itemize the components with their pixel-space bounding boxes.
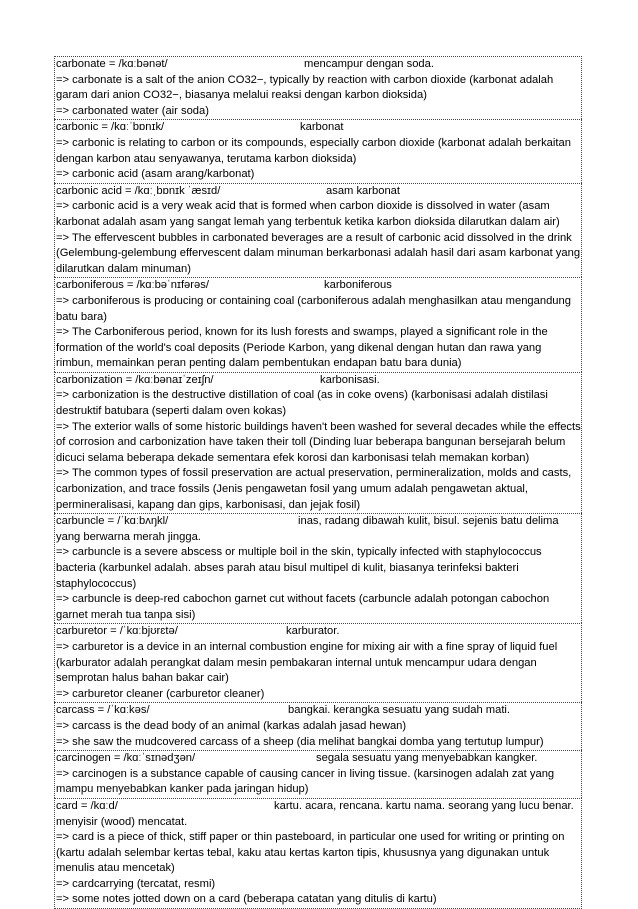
dictionary-entry xyxy=(54,750,582,798)
example-line: => carbonization is the destructive distillation of coal (as in coke ovens) (karbonisasi adalah distilasi destruktif batubara (seperti dalam oven kokas) xyxy=(56,389,548,418)
meaning: asam karbonat xyxy=(326,184,401,197)
headword: carboniferous = /kɑːbəˈnɪfərəs/ xyxy=(56,279,209,292)
headword: carcinogen = /kɑːˈsɪnədʒən/ xyxy=(56,752,196,765)
meaning: segala sesuatu yang menyebabkan kangker. xyxy=(316,752,538,765)
example-line: => The effervescent bubbles in carbonated beverages are a result of carbonic acid dissolved in the drink (Gelembung-gelembung effervescent dalam minuman berkarbonasi adalah hasil dari asam karbonat yang dilarutkan dalam minuman) xyxy=(56,231,581,275)
entry-header xyxy=(56,514,581,545)
meaning: kartu. acara, rencana. kartu nama. seorang yang lucu benar. menyisir (wood) mencatat. xyxy=(56,799,574,828)
entry-header xyxy=(56,751,581,767)
headword: carbonic acid = /kɑːˌbɒnɪk ˈæsɪd/ xyxy=(56,184,221,197)
example-line: => carbonated water (air soda) xyxy=(56,104,209,117)
example-line: => card is a piece of thick, stiff paper or thin pasteboard, in particular one used for writing or printing on (kartu adalah selembar kertas tebal, kaku atau kertas karton tipis, khususnya yang digunakan untuk menulis atau mencetak) xyxy=(56,831,565,875)
example-line: => The Carboniferous period, known for its lush forests and swamps, played a significant role in the formation of the world's coal deposits (Periode Karbon, yang dikenal dengan hutan dan rawa yang rimbun, memainkan peran penting dalam pembentukan endapan batu bara dunia) xyxy=(56,326,548,370)
example-line: => carbonic acid is a very weak acid that is formed when carbon dioxide is dissolved in water (asam karbonat adalah asam yang sangat lemah yang terbentuk ketika karbon dioksida dilarutkan dalam air) xyxy=(56,200,560,228)
dictionary-entry xyxy=(54,623,582,702)
dictionary-entry xyxy=(54,513,582,623)
headword: carbonization = /kɑːbənaɪˈzeɪʃn/ xyxy=(56,373,214,386)
dictionary-entry xyxy=(54,372,582,513)
dictionary-entry xyxy=(54,798,582,909)
entry-header xyxy=(56,120,581,136)
dictionary-entry xyxy=(54,183,582,278)
example-line: => carboniferous is producing or containing coal (carboniferous adalah menghasilkan atau mengandung batu bara) xyxy=(56,294,571,323)
example-line: => carbuncle is a severe abscess or multiple boil in the skin, typically infected with staphylococcus bacteria (karbunkel adalah. abses parah atau bisul multipel di kulit, biasanya terinfeksi bakteri staphylococcus) xyxy=(56,546,542,590)
headword: carcass = /ˈkɑːkəs/ xyxy=(56,704,150,717)
example-line: => carbonate is a salt of the anion CO32−, typically by reaction with carbon dioxide (karbonat adalah garam dari anion CO32−, biasanya melalui reaksi dengan karbon dioksida) xyxy=(56,73,554,102)
meaning: karbonat xyxy=(300,121,344,134)
example-line: => carbonic acid (asam arang/karbonat) xyxy=(56,168,255,181)
meaning: bangkai. kerangka sesuatu yang sudah mati. xyxy=(288,704,511,717)
example-line: => carburetor is a device in an internal combustion engine for mixing air with a fine spray of liquid fuel (karburator adalah perangkat dalam mesin pembakaran internal untuk mencampur udara dengan semprotan halus bahan bakar cair) xyxy=(56,640,558,685)
dictionary-entry xyxy=(54,702,582,750)
headword: carbonate = /kɑːbənət/ xyxy=(56,58,168,70)
entry-header xyxy=(56,184,581,200)
entry-header xyxy=(56,624,581,640)
entry-header xyxy=(56,57,581,73)
entry-header xyxy=(56,278,581,294)
headword: carbuncle = /ˈkɑːbʌŋkl/ xyxy=(56,515,169,528)
example-line: => The exterior walls of some historic buildings haven't been washed for several decades while the effects of corrosion and carbonization have taken their toll (Dinding luar beberapa bangunan bersejarah belum dicuci selama beberapa dekade sementara efek korosi dan karbonisasi telah memakan korban) xyxy=(56,420,581,464)
meaning: karbonisasi. xyxy=(320,373,380,386)
example-line: => some notes jotted down on a card (beberapa catatan yang ditulis di kartu) xyxy=(56,893,437,906)
example-line: => cardcarrying (tercatat, resmi) xyxy=(56,877,216,890)
meaning: mencampur dengan soda. xyxy=(304,58,434,70)
dictionary-entry xyxy=(54,56,582,119)
example-line: => she saw the mudcovered carcass of a sheep (dia melihat bangkai domba yang tertutup lumpur) xyxy=(56,735,544,748)
headword: card = /kɑːd/ xyxy=(56,799,118,812)
example-line: => carbonic is relating to carbon or its compounds, especially carbon dioxide (karbonat adalah berkaitan dengan karbon atau senyawanya, terutama karbon dioksida) xyxy=(56,136,571,165)
entry-header xyxy=(56,373,581,389)
example-line: => The common types of fossil preservation are actual preservation, permineralization, molds and casts, carbonization, and trace fossils (Jenis pengawetan fosil yang umum adalah pengawetan aktual, permineralisasi, kapang dan gips, karbonisasi, dan jejak fosil) xyxy=(56,467,572,511)
example-line: => carcinogen is a substance capable of causing cancer in living tissue. (karsinogen adalah zat yang mampu menyebabkan kanker pada jaringan hidup) xyxy=(56,767,555,796)
example-line: => carburetor cleaner (carburetor cleaner) xyxy=(56,687,265,700)
entry-header xyxy=(56,799,581,830)
entry-header xyxy=(56,703,581,719)
dictionary-page xyxy=(54,56,582,909)
headword: carbonic = /kɑːˈbɒnɪk/ xyxy=(56,121,165,134)
meaning: karburator. xyxy=(286,625,340,638)
dictionary-entry xyxy=(54,119,582,182)
headword: carburetor = /ˈkɑːbjʊrɛtə/ xyxy=(56,625,178,638)
dictionary-entry xyxy=(54,277,582,372)
meaning: karboniferous xyxy=(324,279,392,292)
example-line: => carcass is the dead body of an animal (karkas adalah jasad hewan) xyxy=(56,719,407,732)
example-line: => carbuncle is deep-red cabochon garnet cut without facets (carbuncle adalah potongan cabochon garnet merah tua tanpa sisi) xyxy=(56,593,550,621)
meaning: inas, radang dibawah kulit, bisul. sejenis batu delima yang berwarna merah jingga. xyxy=(56,515,559,543)
